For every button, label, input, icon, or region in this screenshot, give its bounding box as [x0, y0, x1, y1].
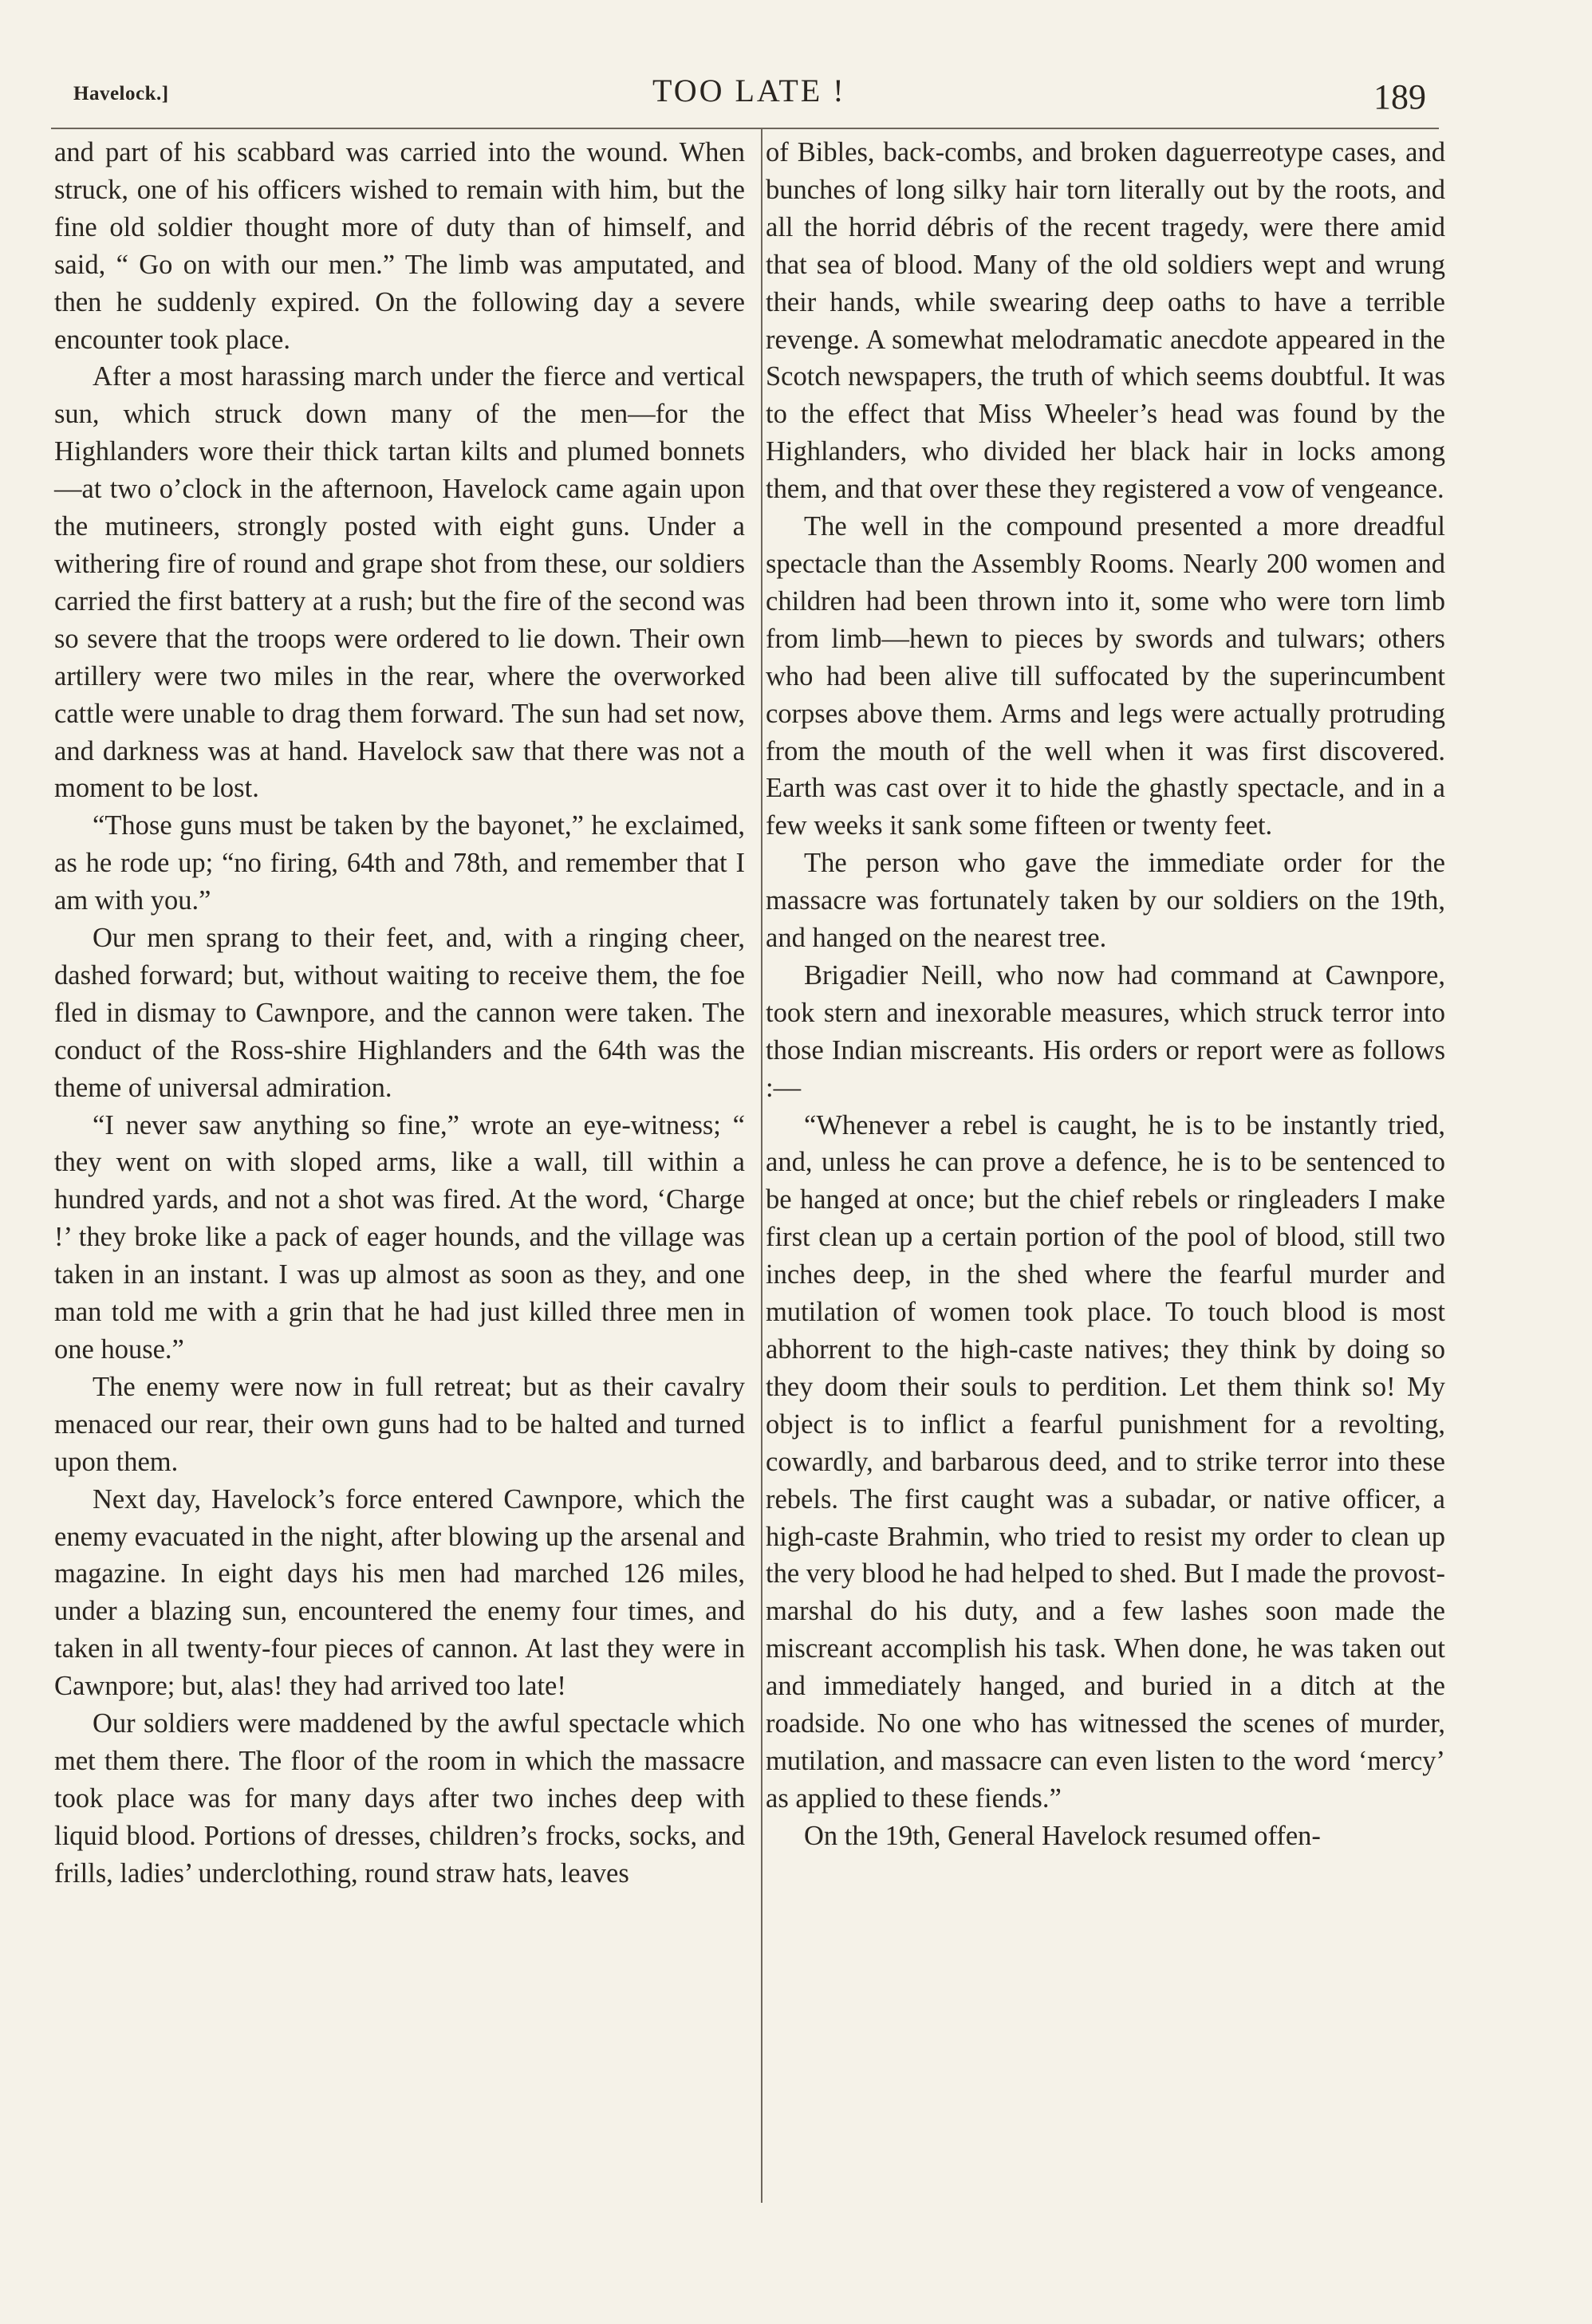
left-column: [54, 134, 745, 1893]
right-column: [766, 134, 1445, 1855]
running-header: [0, 0, 1592, 120]
chapter-title: TOO LATE !: [652, 73, 846, 108]
paragraph: Next day, Havelock’s force entered Cawnpore, which the enemy evacuated in the night, after blowing up the arsenal and magazine. In eight days his men had marched 126 miles, under a blazing sun, encountered the enemy four times, and taken in all twenty-four pieces of cannon. At last they were in Cawnpore; but, alas! they had arrived too late!: [54, 1483, 745, 1702]
page-number: 189: [1373, 77, 1426, 116]
paragraph: and part of his scabbard was carried into the wound. When struck, one of his officers wished to remain with him, but the fine old soldier thought more of duty than of himself, and said, “ Go on with our men.” The limb was amputated, and then he suddenly expired. On the following day a severe encounter took place.: [54, 137, 745, 355]
paragraph: The person who gave the immediate order for the massacre was fortunately taken by our soldiers on the 19th, and hanged on the nearest tree.: [766, 848, 1445, 954]
paragraph: “Those guns must be taken by the bayonet,” he exclaimed, as he rode up; “no firing, 64th and 78th, and remember that I am with you.”: [54, 810, 745, 916]
paragraph: On the 19th, General Havelock resumed offen-: [804, 1820, 1321, 1851]
paragraph: Our soldiers were maddened by the awful spectacle which met them there. The floor of the room in which the massacre took place was for many days after two inches deep with liquid blood. Portions of dresses, children’s frocks, socks, and frills, ladies’ underclothing, round straw hats, leaves: [54, 1708, 745, 1889]
paragraph: Brigadier Neill, who now had command at Cawnpore, took stern and inexorable measures, which struck terror into those Indian miscreants. His orders or report were as follows :—: [766, 959, 1445, 1103]
header-rule: [51, 128, 1439, 129]
paragraph: The enemy were now in full retreat; but as their cavalry menaced our rear, their own guns had to be halted and turned upon them.: [54, 1371, 745, 1477]
paragraph: “I never saw anything so fine,” wrote an eye-witness; “ they went on with sloped arms, like a wall, till within a hundred yards, and not a shot was fired. At the word, ‘Charge !’ they broke like a pack of eager hounds, and the village was taken in an instant. I was up almost as soon as they, and one man told me with a grin that he had just killed three men in one house.”: [54, 1109, 745, 1365]
paragraph: After a most harassing march under the fierce and vertical sun, which struck down many of the men—for the Highlanders wore their thick tartan kilts and plumed bonnets—at two o’clock in the afternoon, Havelock came again upon the mutineers, strongly posted with eight guns. Under a withering fire of round and grape shot from these, our soldiers carried the first battery at a rush; but the fire of the second was so severe that the troops were ordered to lie down. Their own artillery were two miles in the rear, where the overworked cattle were unable to drag them forward. The sun had set now, and darkness was at hand. Havelock saw that there was not a moment to be lost.: [54, 361, 745, 804]
paragraph: The well in the compound presented a more dreadful spectacle than the Assembly Rooms. Nearly 200 women and children had been thrown into it, some who were torn limb from limb—hewn to pieces by swords and tulwars; others who had been alive till suffocated by the superincumbent corpses above them. Arms and legs were actually protruding from the mouth of the well when it was first discovered. Earth was cast over it to hide the ghastly spectacle, and in a few weeks it sank some fifteen or twenty feet.: [766, 511, 1445, 841]
paragraph: Our men sprang to their feet, and, with a ringing cheer, dashed forward; but, without waiting to receive them, the foe fled in dismay to Cawnpore, and the cannon were taken. The conduct of the Ross-shire Highlanders and the 64th was the theme of universal admiration.: [54, 923, 745, 1103]
column-divider: [761, 129, 763, 2203]
paragraph: “Whenever a rebel is caught, he is to be instantly tried, and, unless he can prove a defence, he is to be sentenced to be hanged at once; but the chief rebels or ringleaders I make first clean up a certain portion of the pool of blood, still two inches deep, in the shed where the fearful murder and mutilation of women took place. To touch blood is most abhorrent to the high-caste natives; they think by doing so they doom their souls to perdition. Let them think so! My object is to inflict a fearful punishment for a revolting, cowardly, and barbarous deed, and to strike terror into these rebels. The first caught was a subadar, or native officer, a high-caste Brahmin, who tried to resist my order to clean up the very blood he had helped to shed. But I made the provost-marshal do his duty, and a few lashes soon made the miscreant accomplish his task. When done, he was taken out and immediately hanged, and buried in a ditch at the roadside. No one who has witnessed the scenes of murder, mutilation, and massacre can even listen to the word ‘mercy’ as applied to these fiends.”: [766, 1109, 1445, 1814]
paragraph: of Bibles, back-combs, and broken daguerreotype cases, and bunches of long silky hair torn literally out by the roots, and all the horrid débris of the recent tragedy, were there amid that sea of blood. Many of the old soldiers wept and wrung their hands, while swearing deep oaths to have a terrible revenge. A somewhat melodramatic anecdote appeared in the Scotch newspapers, the truth of which seems doubtful. It was to the effect that Miss Wheeler’s head was found by the Highlanders, who divided her black hair in locks among them, and that over these they registered a vow of vengeance.: [766, 137, 1445, 505]
header-section-label: Havelock.]: [73, 83, 169, 104]
